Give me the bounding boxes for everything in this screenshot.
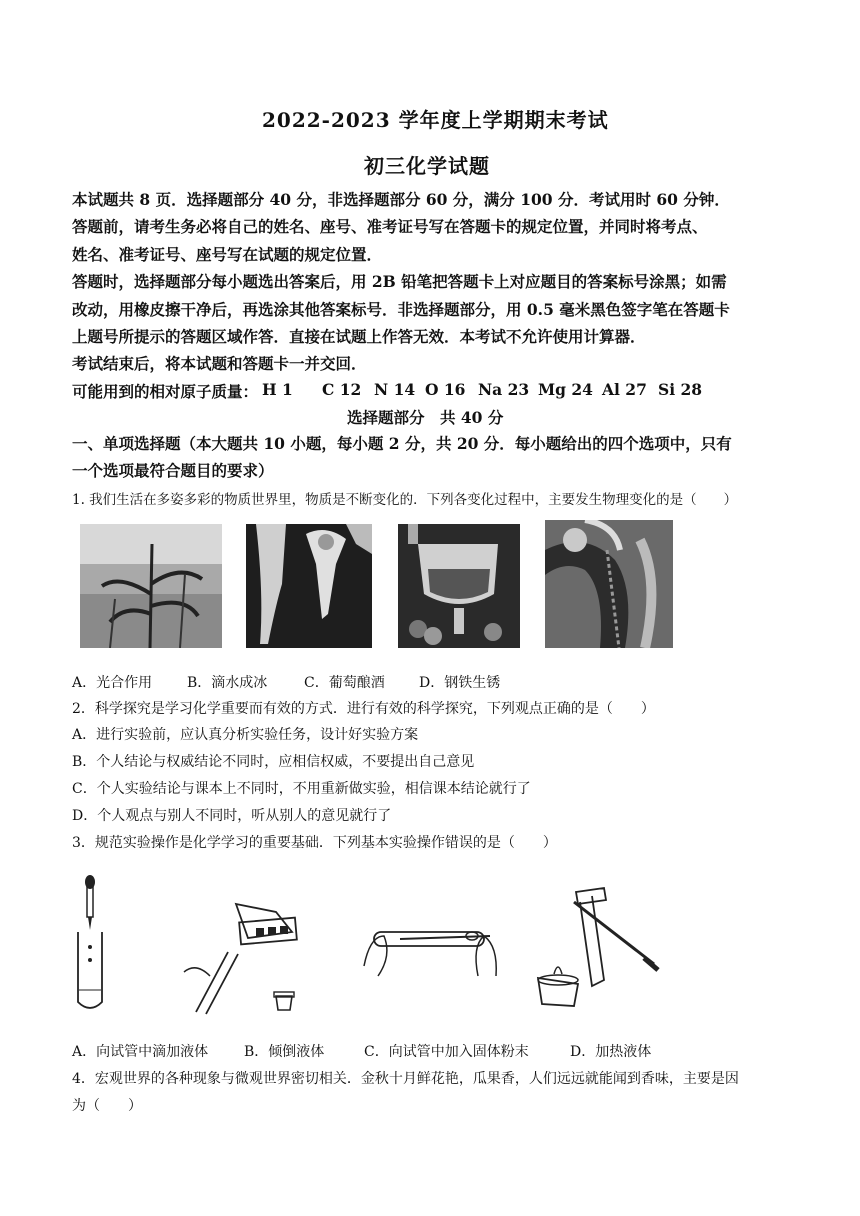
question-1-stem: 1. 我们生活在多姿多彩的物质世界里，物质是不断变化的．下列各变化过程中，主要发生物理变化的是（ ） [72, 492, 738, 508]
question-2-option: B．个人结论与权威结论不同时，应相信权威，不要提出自己意见 [72, 754, 475, 770]
question-3-option: B．倾倒液体 [244, 1044, 325, 1060]
adding-powder-diagram [360, 906, 502, 998]
question-3-option: C．向试管中加入固体粉末 [364, 1044, 529, 1060]
atomic-mass-item: Si 28 [658, 380, 703, 399]
heating-liquid-diagram [534, 882, 664, 1016]
instruction-line: 答题时，选择题部分每小题选出答案后，用 2B 铅笔把答题卡上对应题目的答案标号涂黑；如需 [72, 272, 727, 291]
question-2-option: C．个人实验结论与课本上不同时，不用重新做实验，相信课本结论就行了 [72, 781, 531, 797]
steel-rusting-image [545, 520, 673, 648]
atomic-mass-item: Mg 24 [538, 380, 593, 399]
instruction-line: 考试结束后，将本试题和答题卡一并交回． [72, 354, 367, 373]
section-heading: 选择题部分 共 40 分 [347, 408, 504, 427]
instruction-line: 本试题共 8 页．选择题部分 40 分，非选择题部分 60 分，满分 100 分．考试用时 60 分钟． [72, 190, 730, 209]
question-1-option: B．滴水成冰 [187, 675, 268, 691]
question-4-stem: 4．宏观世界的各种现象与微观世界密切相关．金秋十月鲜花艳，瓜果香，人们远远就能闻到香味，主要是因 [72, 1071, 739, 1087]
question-4-stem-continued: 为（ ） [72, 1098, 142, 1114]
question-2-option: D．个人观点与别人不同时，听从别人的意见就行了 [72, 808, 392, 824]
grape-wine-image [398, 524, 520, 648]
instruction-line: 姓名、准考证号、座号写在试题的规定位置． [72, 245, 383, 264]
question-3-option: A．向试管中滴加液体 [72, 1044, 209, 1060]
atomic-mass-item: Al 27 [602, 380, 647, 399]
instruction-line: 答题前，请考生务必将自己的姓名、座号、准考证号写在答题卡的规定位置，并同时将考点、 [72, 217, 708, 236]
instruction-line: 改动，用橡皮擦干净后，再选涂其他答案标号．非选择题部分，用 0.5 毫米黑色签字笔在答题卡 [72, 300, 730, 319]
question-1-option: D．钢铁生锈 [419, 675, 501, 691]
question-2-stem: 2．科学探究是学习化学重要而有效的方式．进行有效的科学探究，下列观点正确的是（ ） [72, 701, 655, 717]
question-2-option: A．进行实验前，应认真分析实验任务，设计好实验方案 [72, 727, 419, 743]
question-1-option: C．葡萄酿酒 [304, 675, 385, 691]
pouring-liquid-diagram [176, 892, 306, 1016]
water-freezing-image [246, 524, 372, 648]
instruction-line: 上题号所提示的答题区域作答．直接在试题上作答无效．本考试不允许使用计算器． [72, 327, 646, 346]
part-title: 一、单项选择题（本大题共 10 小题，每小题 2 分，共 20 分．每小题给出的四个选项中，只有 [72, 434, 732, 453]
atomic-mass-item: H 1 [262, 380, 293, 399]
question-3-stem: 3．规范实验操作是化学学习的重要基础．下列基本实验操作错误的是（ ） [72, 835, 557, 851]
photosynthesis-image [80, 524, 222, 648]
atomic-mass-item: C 12 [322, 380, 362, 399]
question-3-option: D．加热液体 [570, 1044, 652, 1060]
exam-title: 2022-2023 学年度上学期期末考试 [262, 108, 609, 132]
part-title: 一个选项最符合题目的要求） [72, 461, 274, 480]
question-1-option: A．光合作用 [72, 675, 153, 691]
atomic-mass-item: N 14 [374, 380, 416, 399]
exam-subtitle: 初三化学试题 [364, 154, 490, 178]
dropper-test-tube-diagram [70, 872, 110, 1014]
atomic-mass-item: Na 23 [478, 380, 530, 399]
atomic-mass-item: O 16 [425, 380, 466, 399]
atomic-masses-label: 可能用到的相对原子质量： [72, 382, 259, 401]
